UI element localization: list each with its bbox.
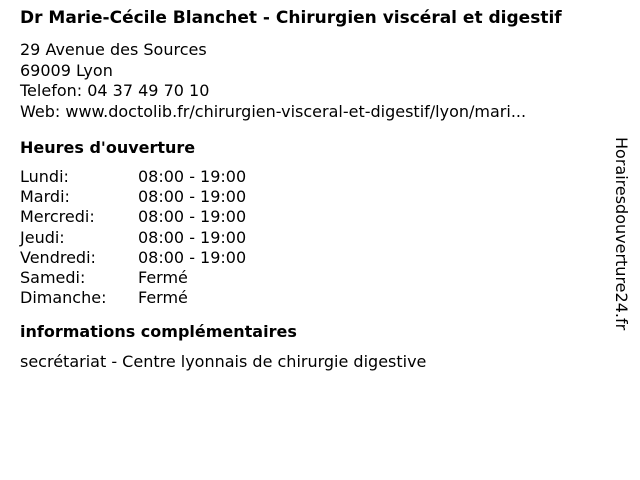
hours-heading: Heures d'ouverture: [20, 138, 196, 157]
hours-value: 08:00 - 19:00: [138, 247, 247, 267]
day-label: Vendredi:: [20, 247, 96, 267]
address-block: [20, 40, 610, 122]
address-city: 69009 Lyon: [20, 60, 113, 80]
business-title: Dr Marie-Cécile Blanchet - Chirurgien viscéral et digestif: [20, 8, 562, 28]
day-label: Mardi:: [20, 187, 70, 207]
day-label: Lundi:: [20, 167, 69, 186]
hours-row: [20, 187, 610, 207]
day-label: Samedi:: [20, 268, 86, 288]
web-label: Web:: [20, 101, 66, 121]
hours-row: [20, 268, 610, 288]
hours-value: 08:00 - 19:00: [138, 167, 247, 186]
business-card: [20, 8, 610, 372]
hours-row: [20, 167, 610, 187]
web-link[interactable]: www.doctolib.fr/chirurgien-visceral-et-digestif/lyon/mari...: [65, 101, 527, 121]
day-label: Jeudi:: [20, 227, 65, 247]
info-text: secrétariat - Centre lyonnais de chirurgie digestive: [20, 352, 427, 372]
hours-value: 08:00 - 19:00: [138, 207, 247, 227]
hours-value: 08:00 - 19:00: [138, 227, 247, 247]
hours-row: [20, 228, 610, 248]
day-label: Mercredi:: [20, 207, 95, 227]
hours-value: 08:00 - 19:00: [138, 187, 247, 207]
address-street: 29 Avenue des Sources: [20, 40, 207, 59]
hours-row: [20, 288, 610, 308]
phone-line: [20, 81, 610, 102]
phone-number[interactable]: 04 37 49 70 10: [87, 81, 210, 100]
day-label: Dimanche:: [20, 288, 107, 308]
hours-table: [20, 167, 610, 308]
hours-row: [20, 248, 610, 268]
info-heading: informations complémentaires: [20, 322, 297, 342]
site-watermark: Horairesdouverture24.fr: [612, 137, 631, 331]
hours-value: Fermé: [138, 268, 188, 288]
hours-value: Fermé: [138, 288, 188, 308]
phone-label: Telefon:: [20, 81, 88, 100]
hours-row: [20, 207, 610, 227]
web-line: [20, 102, 610, 123]
